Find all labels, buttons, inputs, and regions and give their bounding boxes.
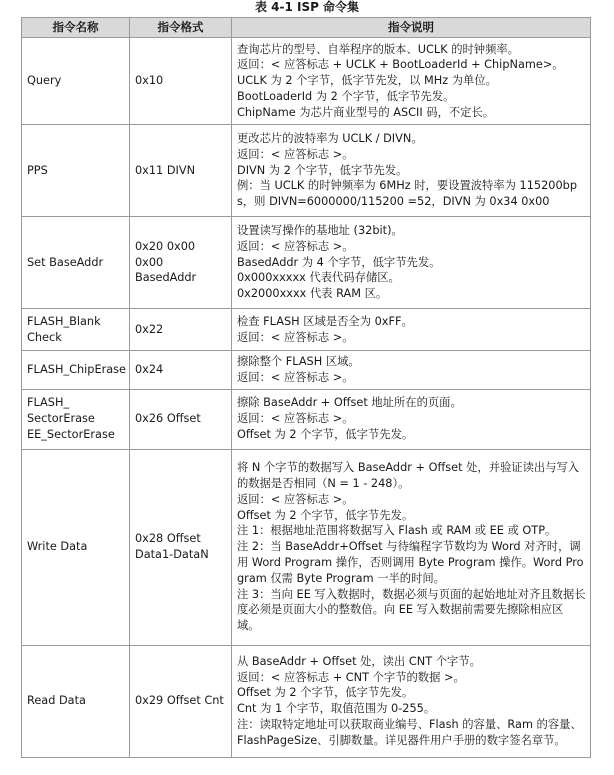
description-line: 返回：< 应答标志 + UCLK + BootLoaderId + ChipName>。 [237, 58, 564, 72]
table-row [22, 217, 591, 309]
description-line: 0x2000xxxx 代表 RAM 区。 [237, 287, 388, 301]
command-format: 0x24 [130, 351, 232, 390]
command-description [232, 125, 591, 217]
header-command-name: 指令名称 [22, 18, 130, 38]
table-row [22, 389, 591, 449]
command-description [232, 217, 591, 309]
description-line: 查询芯片的型号、自举程序的版本、UCLK 的时钟频率。 [237, 42, 519, 56]
table-caption: 表 4-1 ISP 命令集 [254, 0, 360, 14]
command-name: Set BaseAddr [22, 217, 130, 309]
command-description [232, 645, 591, 757]
description-line: Offset 为 2 个字节，低字节先发。 [237, 508, 414, 522]
description-line: BootLoaderId 为 2 个字节，低字节先发。 [237, 89, 455, 103]
command-format: 0x28 Offset Data1-DataN [130, 449, 232, 645]
command-description [232, 38, 591, 125]
command-format: 0x22 [130, 309, 232, 351]
description-line: 返回：< 应答标志 >。 [237, 370, 354, 384]
description-line: 擦除 BaseAddr + Offset 地址所在的页面。 [237, 396, 462, 410]
description-line: Offset 为 2 个字节，低字节先发。 [237, 427, 414, 441]
command-name: Read Data [22, 645, 130, 757]
header-command-format: 指令格式 [130, 18, 232, 38]
description-line: 注 1：根据地址范围将数据写入 Flash 或 RAM 或 EE 或 OTP。 [237, 524, 557, 538]
command-name: PPS [22, 125, 130, 217]
description-line: 从 BaseAddr + Offset 处，读出 CNT 个字节。 [237, 654, 481, 668]
description-line: UCLK 为 2 个字节，低字节先发，以 MHz 为单位。 [237, 74, 497, 88]
description-line: 检查 FLASH 区域是否全为 0xFF。 [237, 314, 413, 328]
description-line: 擦除整个 FLASH 区域。 [237, 355, 360, 368]
description-line: 更改芯片的波特率为 UCLK / DIVN。 [237, 132, 423, 145]
description-line: 注 2：当 BaseAddr+Offset 与待编程字节数均为 Word 对齐时，调用 Word Program 操作，否则调用 Byte Program 操作。Word Program 仅需 Byte Program 一半的时间。 [237, 540, 584, 585]
table-row [22, 449, 591, 645]
table-row [22, 125, 591, 217]
description-line: Cnt 为 1 个字节，取值范围为 0-255。 [237, 702, 436, 716]
description-line: 注 3：当向 EE 写入数据时，数据必须与页面的起始地址对齐且数据长度必须是页面大小的整数倍。向 EE 写入数据前需要先擦除相应区域。 [237, 587, 586, 633]
description-line: 设置读写操作的基地址 (32bit)。 [237, 224, 403, 237]
description-line: 返回：< 应答标志 >。 [237, 239, 354, 253]
command-format: 0x10 [130, 38, 232, 125]
description-line: 返回：< 应答标志 >。 [237, 330, 354, 344]
command-name: FLASH_Blank Check [22, 309, 130, 351]
command-name: Write Data [22, 449, 130, 645]
command-name: FLASH_ SectorErase EE_SectorErase [22, 389, 130, 449]
description-line: 0x000xxxxx 代表代码存储区。 [237, 271, 400, 285]
command-description [232, 449, 591, 645]
table-row [22, 309, 591, 351]
description-line: Offset 为 2 个字节，低字节先发。 [237, 686, 414, 700]
command-description [232, 309, 591, 351]
description-line: DIVN 为 2 个字节，低字节先发。 [237, 163, 408, 177]
description-line: 将 N 个字节的数据写入 BaseAddr + Offset 处，并验证读出与写入的数据是否相同（N = 1 - 248）。 [237, 461, 580, 490]
description-line: 注：读取特定地址可以获取商业编号、Flash 的容量、Ram 的容量、FlashPageSize、引脚数量。详见器件用户手册的数字签名章节。 [237, 717, 582, 747]
command-name: Query [22, 38, 130, 125]
table-header-row [22, 18, 591, 38]
command-name: FLASH_ChipErase [22, 351, 130, 390]
description-line: ChipName 为芯片商业型号的 ASCII 码，不定长。 [237, 105, 495, 119]
command-format: 0x29 Offset Cnt [130, 645, 232, 757]
command-format: 0x26 Offset [130, 389, 232, 449]
description-line: 例：当 UCLK 的时钟频率为 6MHz 时，要设置波特率为 115200bps，则 DIVN=6000000/115200 =52，DIVN 为 0x34 0x00 [237, 179, 577, 209]
description-line: 返回：< 应答标志 >。 [237, 492, 354, 506]
table-row [22, 351, 591, 390]
table-row [22, 645, 591, 757]
description-line: 返回：< 应答标志 >。 [237, 412, 354, 426]
description-line: 返回：< 应答标志 + CNT 个字节的数据 >。 [237, 670, 465, 684]
command-description [232, 351, 591, 390]
table-row [22, 38, 591, 125]
command-description [232, 389, 591, 449]
description-line: BasedAddr 为 4 个字节，低字节先发。 [237, 255, 441, 269]
description-line: 返回：< 应答标志 >。 [237, 147, 354, 161]
command-format: 0x11 DIVN [130, 125, 232, 217]
command-format: 0x20 0x00 0x00 BasedAddr [130, 217, 232, 309]
isp-command-table [21, 17, 591, 758]
header-command-description: 指令说明 [232, 18, 591, 38]
